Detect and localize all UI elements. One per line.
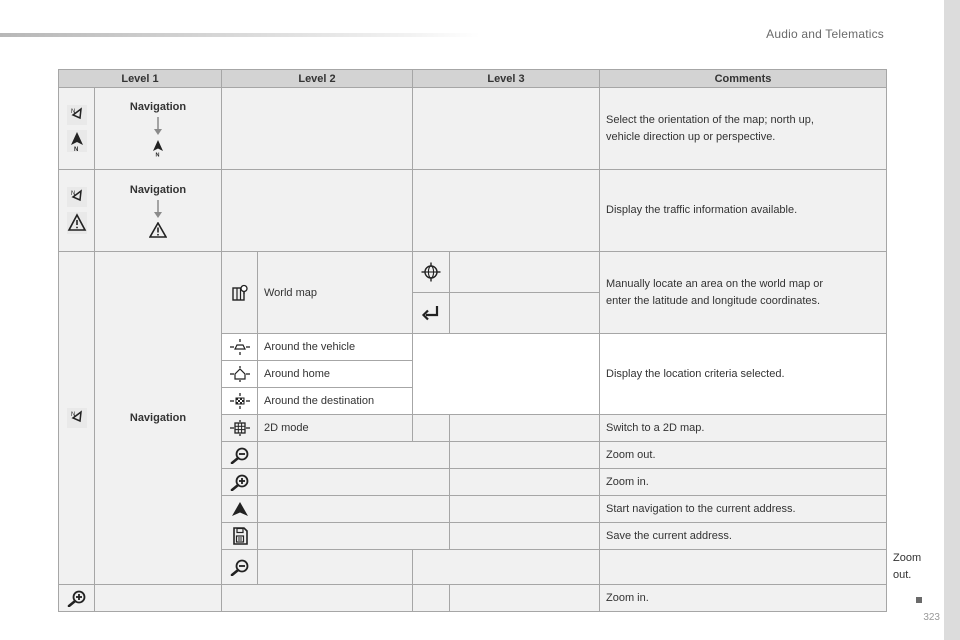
level2-icon-cell [222,442,258,469]
level2-icon-cell [222,523,258,550]
column-header-level1: Level 1 [59,70,222,88]
level1-empty-cell [95,585,222,612]
page-marker [916,597,922,603]
level2-empty-cell [222,88,413,170]
level1-navigation-label: Navigation [129,183,187,196]
comment-cell: Switch to a 2D map. [600,415,887,442]
level2-icon-cell [222,388,258,415]
svg-text:N: N [70,109,75,115]
level3-empty-cell [450,415,600,442]
level1-icon-cell [222,550,258,585]
crosshair-globe-icon[interactable] [421,262,441,282]
zoom-out-icon[interactable] [229,446,251,464]
level2-icon-cell [222,469,258,496]
around-vehicle-label: Around the vehicle [258,334,413,361]
table-header-row [59,70,887,88]
level2-icon-cell [222,496,258,523]
comment-cell: Zoom in. [600,585,887,612]
level3-icon-cell [413,293,450,334]
comment-cell: Zoom out. [600,442,887,469]
page-number: 323 [923,612,940,623]
zoom-in-icon[interactable] [229,473,251,491]
table-row-zoom-out-level1: Zoom out. [59,550,887,585]
2d-map-icon[interactable] [229,419,251,437]
column-header-comments: Comments [600,70,887,88]
navigation-menu-icon[interactable] [67,105,87,125]
level3-empty-cell [413,170,600,252]
level3-empty-cell [413,585,450,612]
zoom-out-icon[interactable] [229,558,251,576]
level3-empty-cell [450,442,600,469]
level2-empty-cell [222,170,413,252]
around-destination-label: Around the destination [258,388,413,415]
level3-empty-cell [600,550,887,585]
section-title: Audio and Telematics [766,27,884,41]
warning-triangle-icon [149,222,167,238]
comment-cell: Start navigation to the current address. [600,496,887,523]
level2-icon-cell [222,415,258,442]
level3-empty-cell [450,523,600,550]
comment-cell: Zoom in. [600,469,887,496]
level2-empty-cell [413,550,600,585]
level1-icon-cell [59,88,95,170]
world-map-icon[interactable] [231,284,249,302]
comment-line: Manually locate an area on the world map or [606,277,824,290]
return-arrow-icon[interactable] [421,304,441,322]
svg-text:N: N [70,412,75,418]
zoom-in-icon[interactable] [66,589,88,607]
table-row-traffic [59,170,887,252]
comment-line: vehicle direction up or perspective. [606,130,776,143]
page-edge-strip [944,0,960,640]
level3-empty-cell [413,334,600,415]
navigation-menu-icon[interactable] [67,408,87,428]
down-arrow-icon [153,196,163,222]
level1-icon-cell [59,585,95,612]
table-row-world-map [59,252,887,293]
navigation-menu-table [58,69,922,612]
level2-empty-cell [258,469,450,496]
level1-label-cell [95,252,222,585]
north-arrow-icon[interactable] [67,130,87,152]
table-row-orientation [59,88,887,170]
table-row-zoom-in-level1 [59,585,887,612]
save-icon[interactable] [232,527,248,545]
2d-mode-label: 2D mode [258,415,413,442]
warning-triangle-icon[interactable] [67,212,87,234]
column-header-level2: Level 2 [222,70,413,88]
comment-cell: Save the current address. [600,523,887,550]
level2-empty-cell [222,585,413,612]
level3-empty-cell [413,88,600,170]
level2-empty-cell [258,442,450,469]
level1-navigation-label: Navigation [129,412,187,424]
north-arrow-icon [151,139,165,157]
comment-cell: Display the traffic information available. [600,170,887,252]
level1-label-cell [95,88,222,170]
down-arrow-icon [153,113,163,139]
level1-icon-cell [59,252,95,585]
comment-cell [600,252,887,334]
svg-text:N: N [73,147,78,152]
around-destination-icon[interactable] [229,392,251,410]
level3-icon-cell [413,252,450,293]
comment-line: enter the latitude and longitude coordinates. [606,294,821,307]
level1-empty-cell [258,550,413,585]
level2-icon-cell [222,361,258,388]
column-header-level3: Level 3 [413,70,600,88]
start-navigation-icon[interactable] [231,501,249,517]
svg-text:N: N [155,152,160,157]
world-map-label: World map [258,252,413,334]
level2-empty-cell [258,523,450,550]
comment-line: Select the orientation of the map; north up, [606,113,814,126]
header-gradient-bar [0,33,480,37]
around-home-label: Around home [258,361,413,388]
level3-empty-cell [450,585,600,612]
level3-empty-cell [450,293,600,334]
level2-empty-cell [258,496,450,523]
svg-text:N: N [70,191,75,197]
level3-empty-cell [413,415,450,442]
around-home-icon[interactable] [229,365,251,383]
comment-cell [600,88,887,170]
level1-label-cell [95,170,222,252]
comment-cell: Display the location criteria selected. [600,334,887,415]
level3-empty-cell [450,252,600,293]
around-vehicle-icon[interactable] [229,338,251,356]
level1-icon-cell [59,170,95,252]
level2-icon-cell [222,334,258,361]
level3-empty-cell [450,496,600,523]
level1-navigation-label: Navigation [129,100,187,113]
navigation-menu-icon[interactable] [67,187,87,207]
level2-icon-cell [222,252,258,334]
level3-empty-cell [450,469,600,496]
